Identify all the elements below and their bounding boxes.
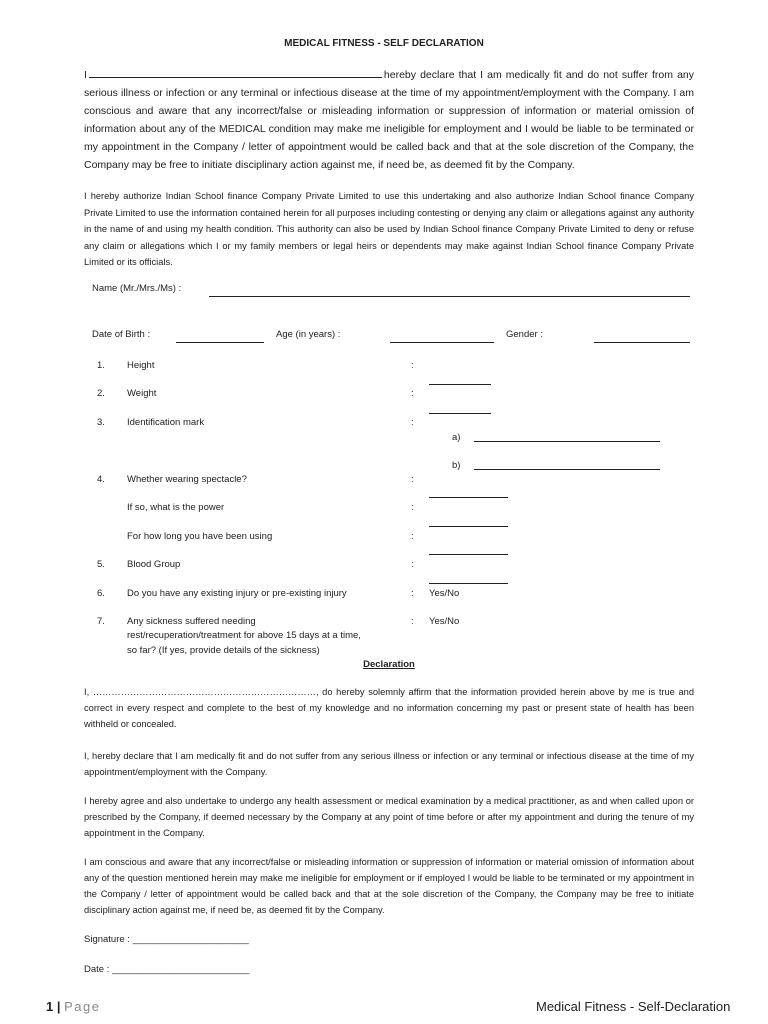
item-colon: : xyxy=(411,502,414,513)
item-question: Weight xyxy=(127,388,157,399)
name-blank-line[interactable] xyxy=(89,66,382,78)
document-title: MEDICAL FITNESS - SELF DECLARATION xyxy=(284,38,484,49)
page-separator: | xyxy=(56,999,61,1014)
declaration-paragraph: I hereby agree and also undertake to undergo any health assessment or medical examination by a medical practitioner, as and when called upon or prescribed by the Company, if deemed necessary by the Company at any point of time before or after my appointment and during the tenure of my appointment in the Company. xyxy=(84,796,694,838)
item-number: 1. xyxy=(97,360,105,371)
item-question: For how long you have been using xyxy=(127,531,273,542)
page-number: 1 xyxy=(46,999,54,1014)
declaration-title: Declaration xyxy=(363,659,415,670)
item-question: Whether wearing spectacle? xyxy=(127,474,247,485)
item-question: Height xyxy=(127,360,155,371)
intro-text: hereby declare that I am medically fit and do not suffer from any serious illness or infection or any terminal or infectious disease at the time of my appointment/employment with the Company. I am conscious and aware that any incorrect/false or misleading information or suppression of information or material omission of information about any of the MEDICAL condition may make me ineligible for employment and I would be liable to be terminated or my appointment in the Company / letter of appointment would be called back and that at the sole discretion of the Company, the Company may be free to initiate disciplinary action against me, if need be, as deemed fit by the Company. xyxy=(84,69,694,171)
item-question: Do you have any existing injury or pre-existing injury xyxy=(127,588,347,599)
item-number: 6. xyxy=(97,588,105,599)
item-number: 4. xyxy=(97,474,105,485)
item-colon: : xyxy=(411,417,414,428)
item-question: Any sickness suffered needing xyxy=(127,616,256,627)
item-colon: : xyxy=(411,531,414,542)
name-label: Name (Mr./Mrs./Ms) : xyxy=(92,283,182,294)
item-question: Blood Group xyxy=(127,559,181,570)
power-answer-line[interactable] xyxy=(429,526,508,527)
item-colon: : xyxy=(411,474,414,485)
id-mark-a-label: a) xyxy=(452,432,461,443)
item-question: If so, what is the power xyxy=(127,502,225,513)
age-field-line[interactable] xyxy=(390,342,494,343)
declaration-paragraph: I, ………………………………………………………………, do hereby solemnly affirm that the information provided herein above by me is true and correct in every respect and complete to the best of my knowledge and no information concerning my past or present state of health has been withheld or concealed. xyxy=(84,687,694,729)
blood-group-answer-line[interactable] xyxy=(429,583,508,584)
item-number: 5. xyxy=(97,559,105,570)
item-question-cont: rest/recuperation/treatment for above 15 days at a time, xyxy=(127,630,361,641)
intro-prefix: I xyxy=(84,69,87,81)
date-field[interactable]: Date : __________________________ xyxy=(84,964,250,975)
item-colon: : xyxy=(411,360,414,371)
item-colon: : xyxy=(411,559,414,570)
spectacle-answer-line[interactable] xyxy=(429,497,508,498)
duration-answer-line[interactable] xyxy=(429,554,508,555)
signature-field[interactable]: Signature : ______________________ xyxy=(84,934,249,945)
footer-document-title: Medical Fitness - Self-Declaration xyxy=(536,999,731,1014)
item-colon: : xyxy=(411,588,414,599)
name-field-line[interactable] xyxy=(209,296,690,297)
dob-field-line[interactable] xyxy=(176,342,264,343)
gender-label: Gender : xyxy=(506,329,543,340)
weight-answer-line[interactable] xyxy=(429,413,491,414)
id-mark-b-label: b) xyxy=(452,460,461,471)
height-answer-line[interactable] xyxy=(429,384,491,385)
item-number: 7. xyxy=(97,616,105,627)
page-word: Page xyxy=(64,999,101,1014)
item-colon: : xyxy=(411,388,414,399)
age-label: Age (in years) : xyxy=(276,329,341,340)
item-question-cont: so far? (If yes, provide details of the sickness) xyxy=(127,645,320,656)
authorization-paragraph: I hereby authorize Indian School finance Company Private Limited to use this undertaking and also authorize Indian School finance Company Private Limited to use the information contained herein for all purposes including contesting or denying any claim or allegations against any authority in the name of and using my health condition. This authority can also be used by Indian School finance Company Private Limited to deny or refuse any claim or allegations which I or my family members or legal heirs or dependents may make against Indian School finance Company Private Limited or its officials. xyxy=(84,191,694,267)
item-number: 2. xyxy=(97,388,105,399)
declaration-paragraph: I, hereby declare that I am medically fit and do not suffer from any serious illness or infection or any terminal or infectious disease at the time of my appointment/employment with the Company. xyxy=(84,751,694,777)
item-question: Identification mark xyxy=(127,417,205,428)
page-footer-number xyxy=(46,999,101,1014)
dob-label: Date of Birth : xyxy=(92,329,151,340)
declaration-paragraph: I am conscious and aware that any incorrect/false or misleading information or suppression of information or material omission of information about any of the question mentioned herein may make me ineligible for employment or if employed I would be liable to be terminated or my appointment in the Company / letter of appointment would be called back and that at the sole discretion of the Company, the Company may be free to initiate disciplinary action against me, if need be, as deemed fit by the Company. xyxy=(84,857,694,915)
item-colon: : xyxy=(411,616,414,627)
gender-field-line[interactable] xyxy=(594,342,690,343)
id-mark-b-line[interactable] xyxy=(474,469,660,470)
id-mark-a-line[interactable] xyxy=(474,441,660,442)
intro-paragraph xyxy=(84,66,694,174)
injury-answer[interactable]: Yes/No xyxy=(429,588,460,599)
sickness-answer[interactable]: Yes/No xyxy=(429,616,460,627)
item-number: 3. xyxy=(97,417,105,428)
